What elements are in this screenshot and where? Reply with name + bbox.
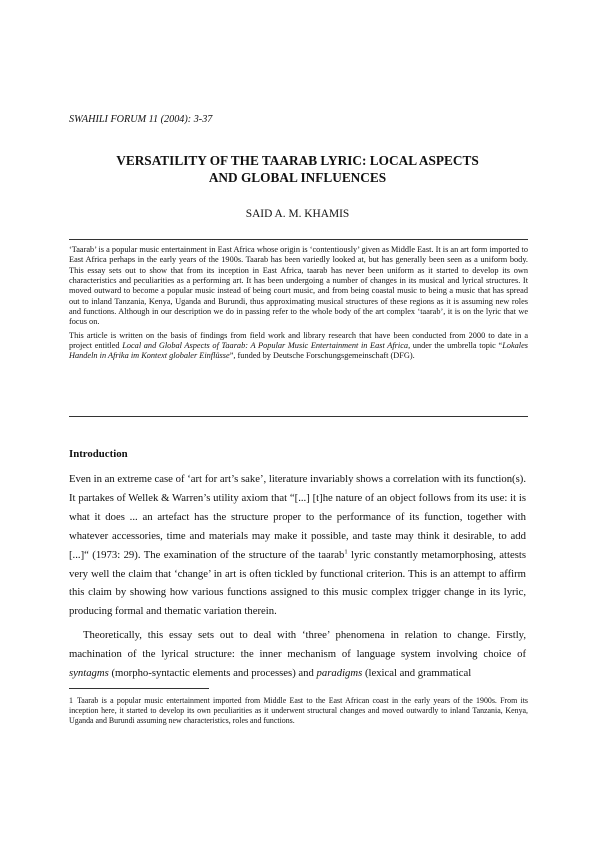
journal-citation: SWAHILI FORUM 11 (2004): 3-37 (69, 114, 213, 125)
section-heading: Introduction (69, 448, 128, 460)
body-p2-text-c: (lexical and grammatical (362, 667, 472, 680)
footnote-mark: 1 (69, 696, 73, 705)
body-p2-text-a: Theoretically, this essay sets out to deal with ‘three’ phenomena in relation to change. Firstly, machination of the lyrical structure: the inner mechanism of language system involving choice of (69, 629, 526, 661)
abstract-p2-text-c: ”, funded by Deutsche Forschungsgemeinschaft (DFG). (229, 351, 415, 361)
abstract-paragraph-2 (69, 331, 528, 362)
body-paragraph-2 (69, 626, 526, 683)
footnote-separator (69, 688, 209, 689)
body-text (69, 470, 526, 683)
title-line-1: VERSATILITY OF THE TAARAB LYRIC: LOCAL ASPECTS (116, 153, 479, 168)
article-title (60, 152, 535, 186)
umbrella-topic: Lokales Handeln in Afrika im Kontext globaler Einflüsse (69, 341, 529, 361)
footnote-text: Taarab is a popular music entertainment imported from Middle East to the East African coast in the early years of the 1900s. From its inception here, it started to develop its own peculiarities as it underwent structural changes and moved outwardly to inland Tanzania, Kenya, Uganda and Burundi assuming new characteristics, roles and functions. (69, 696, 528, 725)
project-title: Local and Global Aspects of Taarab: A Popular Music Entertainment in East Africa (122, 341, 409, 351)
abstract (69, 239, 528, 362)
body-p2-text-b: (morpho-syntactic elements and processes) and (108, 667, 317, 680)
body-p1-text-a: Even in an extreme case of ‘art for art’s sake’, literature invariably shows a correlation with its function(s). It partakes of Wellek & Warren’s utility axiom that “[...] [t]he nature of an object follows from its use: it is what it does ... an artefact has the structure proper to the performance of its function, together with whatever accessories, time and materials may make it possible, and taste may think it desirable, to add [...]“ (1973: 29). The examination of the structure of the taarab (69, 473, 526, 561)
abstract-p2-text-b: , under the umbrella topic “ (408, 341, 503, 351)
term-syntagms: syntagms (69, 667, 109, 680)
author-name: SAID A. M. KHAMIS (245, 208, 350, 220)
footnote (69, 696, 528, 726)
abstract-bottom-rule (69, 416, 528, 417)
title-line-2: AND GLOBAL INFLUENCES (208, 170, 387, 185)
abstract-p2-text-a: This article is written on the basis of findings from field work and library research that have been conducted from 2000 to date in a project entitled (69, 330, 528, 351)
body-paragraph-1 (69, 470, 526, 621)
term-paradigms: paradigms (316, 667, 363, 680)
footnote-reference[interactable]: 1 (344, 548, 348, 556)
abstract-paragraph-1: ‘Taarab’ is a popular music entertainment in East Africa whose origin is ‘contentiously’ given as Middle East. It is an art form imported to East Africa perhaps in the early years of the 1900s. Taarab has been variedly looked at, but has generally been seen as a uniform body. This essay sets out to show that from its inception in East Africa, taarab has never been uniform as it started to develop its own characteristics and peculiarities as a performing art. It has been undergoing a number of changes in its musical and lyrical structures. It moved outward to become a popular music instead of being court music, and from being coastal music to being a music that has spread out to inland Tanzania, Kenya, Uganda and Burundi, thus approximating musical structures of these regions as it is assuming new roles and functions. Although in our description we do in passing refer to the whole body of the art complex ‘taarab’, it is on the lyric that we focus on. (69, 245, 528, 327)
body-p1-text-b: lyric constantly metamorphosing, attests very well the claim that ‘change’ in art is often tickled by functional criterion. This is an attempt to affirm this claim by showing how various functions assigned to this music complex trigger change in its lyric, producing formal and thematic variation therein. (69, 548, 526, 618)
